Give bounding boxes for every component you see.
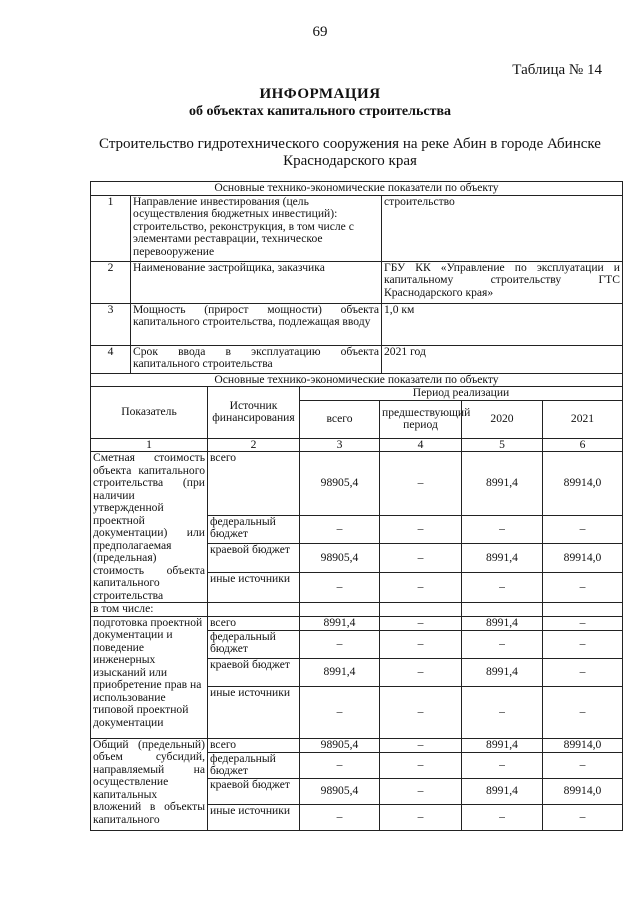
value-cell: 98905,4: [300, 452, 380, 516]
including-label: в том числе:: [91, 603, 208, 617]
source-cell: всего: [208, 616, 300, 630]
info-row-num: 4: [91, 345, 131, 373]
col-period-header: Период реализации: [300, 387, 623, 401]
info-row-value: ГБУ КК «Управление по эксплуатации и капитальному строительству ГТС Краснодарского края»: [382, 261, 623, 303]
col-num: 6: [543, 438, 623, 452]
info-row-value: 1,0 км: [382, 303, 623, 345]
col-2021-header: 2021: [543, 400, 623, 438]
value-cell: –: [462, 515, 543, 544]
info-row-value: строительство: [382, 195, 623, 261]
value-cell: –: [300, 515, 380, 544]
value-cell: 89914,0: [543, 778, 623, 804]
value-cell: –: [380, 630, 462, 658]
project-title: Строительство гидротехнического сооружения на реке Абин в городе Абинске Краснодарского края: [99, 136, 601, 169]
value-cell: –: [543, 804, 623, 830]
value-cell: –: [462, 752, 543, 778]
value-cell: –: [543, 752, 623, 778]
value-cell: 8991,4: [300, 616, 380, 630]
value-cell: –: [380, 752, 462, 778]
source-cell: иные источники: [208, 804, 300, 830]
value-cell: –: [543, 630, 623, 658]
info-row-num: 3: [91, 303, 131, 345]
value-cell: –: [543, 573, 623, 603]
value-cell: 89914,0: [543, 544, 623, 573]
group-indicator: Сметная стоимость объекта капитального строительства (при наличии утвержденной проектной документации) или предполагаемая (предельная) стоимость объекта капитального строительства: [91, 452, 208, 603]
value-cell: 98905,4: [300, 544, 380, 573]
info-row-num: 2: [91, 261, 131, 303]
info-row-label: Срок ввода в эксплуатацию объекта капитального строительства: [131, 345, 382, 373]
value-cell: –: [462, 686, 543, 738]
source-cell: краевой бюджет: [208, 544, 300, 573]
col-num: 2: [208, 438, 300, 452]
value-cell: 89914,0: [543, 738, 623, 752]
value-cell: –: [380, 452, 462, 516]
col-num: 1: [91, 438, 208, 452]
info-row-num: 1: [91, 195, 131, 261]
source-cell: федеральный бюджет: [208, 515, 300, 544]
value-cell: –: [300, 573, 380, 603]
value-cell: –: [300, 630, 380, 658]
value-cell: 8991,4: [462, 544, 543, 573]
value-cell: –: [380, 515, 462, 544]
value-cell: 8991,4: [462, 452, 543, 516]
value-cell: –: [380, 616, 462, 630]
col-prev-header: предшествующий период: [380, 400, 462, 438]
value-cell: –: [462, 804, 543, 830]
source-cell: федеральный бюджет: [208, 752, 300, 778]
value-cell: –: [380, 686, 462, 738]
value-cell: –: [300, 686, 380, 738]
section-header-1: Основные технико-экономические показатели по объекту: [91, 182, 623, 196]
table-label: Таблица № 14: [512, 62, 602, 78]
value-cell: –: [543, 515, 623, 544]
info-row-value: 2021 год: [382, 345, 623, 373]
col-num: 3: [300, 438, 380, 452]
info-row-label: Направление инвестирования (цель осуществления бюджетных инвестиций): строительство, реконструкция, в том числе с элементами реставрации, техническое перевооружение: [131, 195, 382, 261]
value-cell: 98905,4: [300, 778, 380, 804]
value-cell: –: [543, 658, 623, 686]
col-source-header: Источник финансирования: [208, 387, 300, 439]
value-cell: 8991,4: [462, 616, 543, 630]
value-cell: –: [543, 686, 623, 738]
col-indicator-header: Показатель: [91, 387, 208, 439]
source-cell: всего: [208, 738, 300, 752]
value-cell: 98905,4: [300, 738, 380, 752]
info-table: [90, 181, 623, 374]
col-2020-header: 2020: [462, 400, 543, 438]
source-cell: федеральный бюджет: [208, 630, 300, 658]
value-cell: –: [543, 616, 623, 630]
value-cell: –: [462, 630, 543, 658]
document-subtitle: об объектах капитального строительства: [188, 104, 452, 119]
source-cell: иные источники: [208, 573, 300, 603]
value-cell: 8991,4: [462, 778, 543, 804]
page-number: 69: [312, 24, 328, 40]
group-indicator: Общий (предельный) объем субсидий, направляемый на осуществление капитальных вложений в объекты капитального: [91, 738, 208, 830]
value-cell: –: [380, 804, 462, 830]
info-table-wrapper: [90, 181, 622, 831]
value-cell: –: [300, 804, 380, 830]
value-cell: –: [380, 573, 462, 603]
value-cell: 89914,0: [543, 452, 623, 516]
value-cell: –: [380, 658, 462, 686]
col-total-header: всего: [300, 400, 380, 438]
finance-table: [90, 373, 623, 831]
document-title: ИНФОРМАЦИЯ: [259, 86, 381, 102]
value-cell: –: [380, 738, 462, 752]
value-cell: –: [380, 778, 462, 804]
info-row-label: Наименование застройщика, заказчика: [131, 261, 382, 303]
value-cell: 8991,4: [462, 738, 543, 752]
source-cell: всего: [208, 452, 300, 516]
value-cell: –: [380, 544, 462, 573]
group-indicator: подготовка проектной документации и поведение инженерных изысканий или приобретение прав на использование типовой проектной документации: [91, 616, 208, 738]
section-header-2: Основные технико-экономические показатели по объекту: [91, 373, 623, 387]
value-cell: –: [300, 752, 380, 778]
value-cell: –: [462, 573, 543, 603]
source-cell: краевой бюджет: [208, 778, 300, 804]
source-cell: краевой бюджет: [208, 658, 300, 686]
source-cell: иные источники: [208, 686, 300, 738]
col-num: 5: [462, 438, 543, 452]
value-cell: 8991,4: [462, 658, 543, 686]
info-row-label: Мощность (прирост мощности) объекта капитального строительства, подлежащая вводу: [131, 303, 382, 345]
value-cell: 8991,4: [300, 658, 380, 686]
col-num: 4: [380, 438, 462, 452]
